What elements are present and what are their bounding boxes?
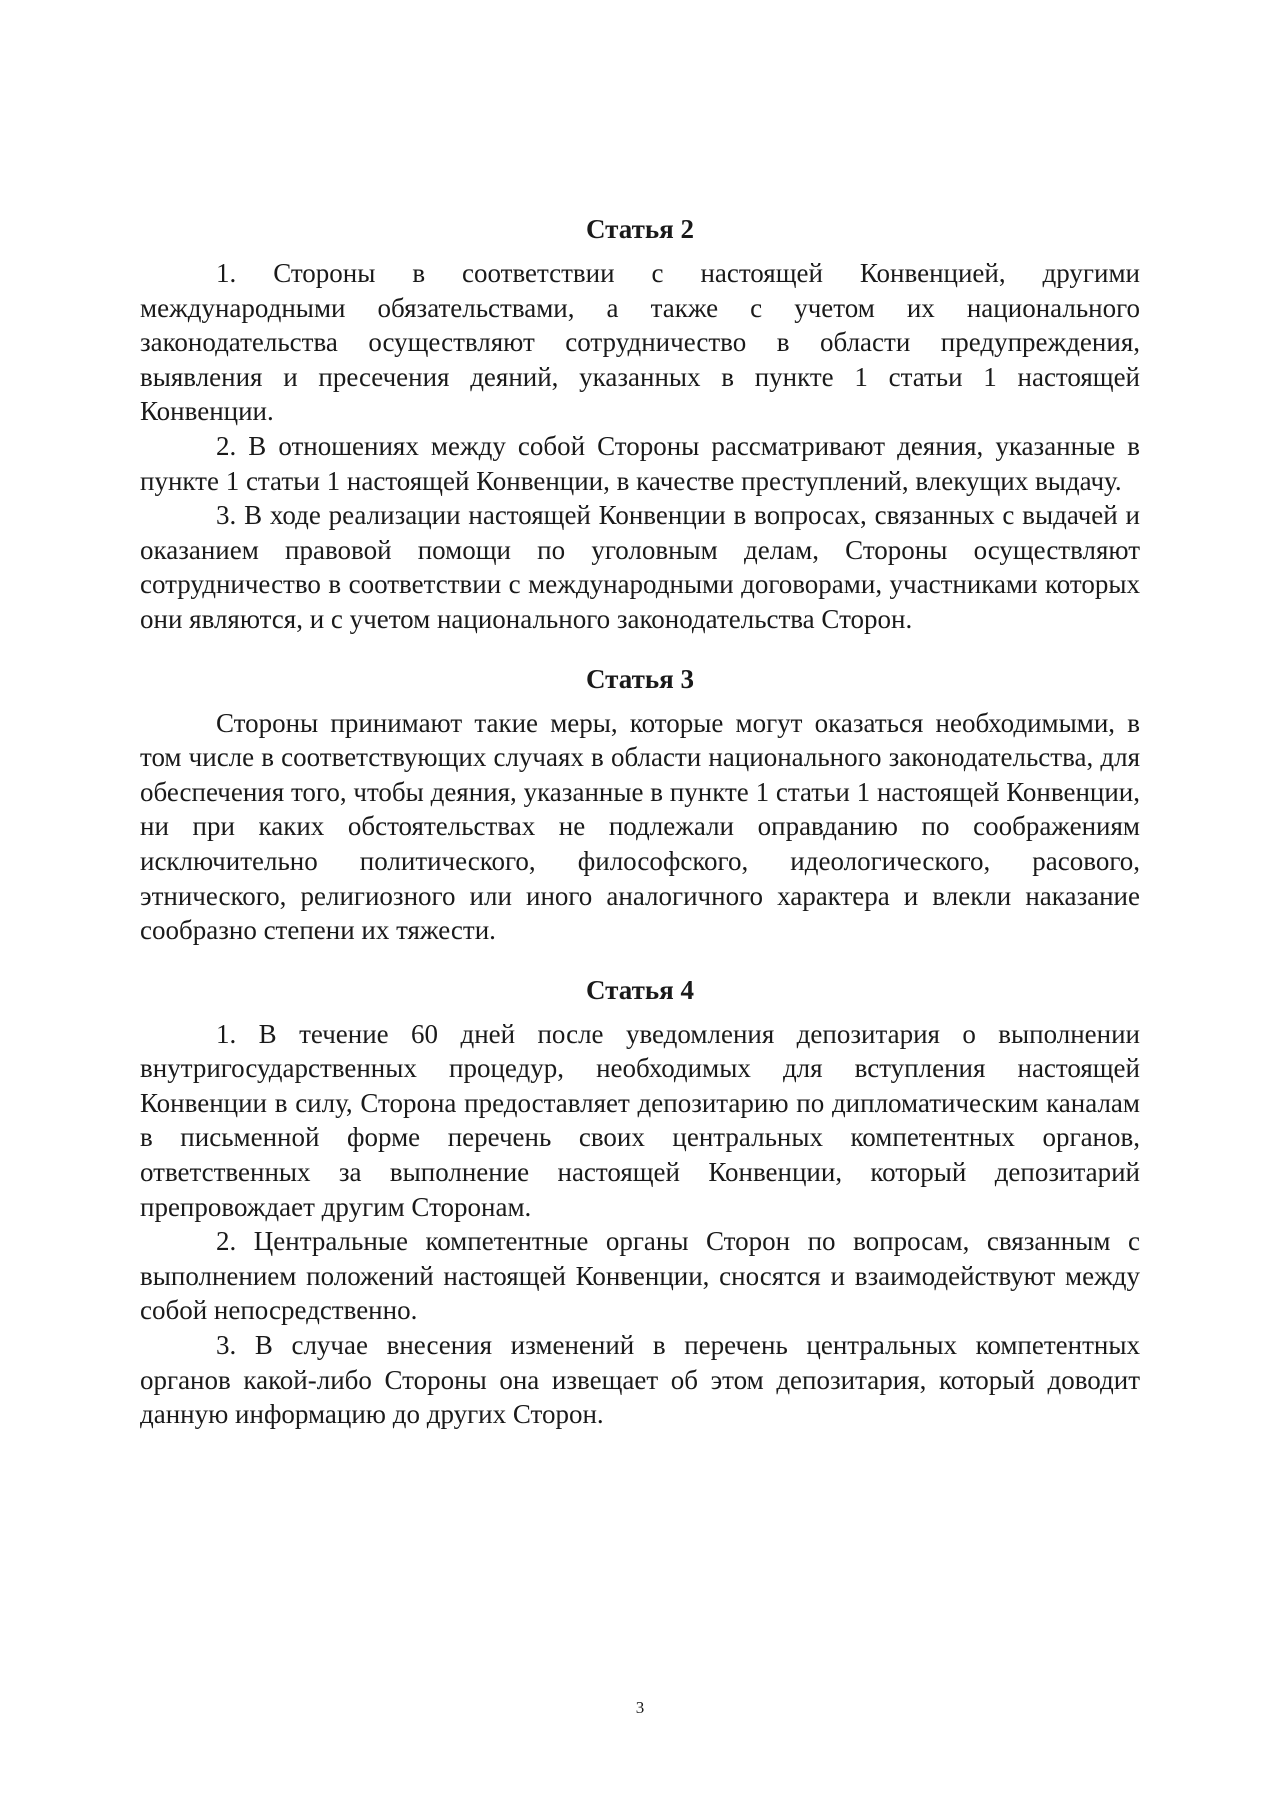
article-heading: Статья 2: [586, 214, 694, 244]
article-paragraph: 2. В отношениях между собой Стороны рассматривают деяния, указанные в пункте 1 статьи 1 настоящей Конвенции, в качестве преступлений, влекущих выдачу.: [140, 430, 1140, 496]
article-4: [140, 973, 1140, 1432]
article-heading: Статья 4: [586, 974, 694, 1005]
article-paragraph: Стороны принимают такие меры, которые могут оказаться необходимыми, в том числе в соответствующих случаях в области национального законодательства, для обеспечения того, чтобы деяния, указанные в пункте 1 статьи 1 настоящей Конвенции, ни при каких обстоятельствах не подлежали оправданию по соображениям исключительно политического, философского, идеологического, расового, этнического, религиозного или иного аналогичного характера и влекли наказание сообразно степени их тяжести.: [140, 707, 1140, 946]
article-paragraph: 3. В ходе реализации настоящей Конвенции в вопросах, связанных с выдачей и оказанием правовой помощи по уголовным делам, Стороны осуществляют сотрудничество в соответствии с международными договорами, участниками которых они являются, и с учетом национального законодательства Сторон.: [140, 500, 1140, 634]
article-paragraph: 3. В случае внесения изменений в перечень центральных компетентных органов какой-либо Стороны она извещает об этом депозитария, который доводит данную информацию до других Сторон.: [140, 1330, 1140, 1430]
article-heading: Статья 3: [586, 663, 694, 694]
article-paragraph: 1. В течение 60 дней после уведомления депозитария о выполнении внутригосударственных процедур, необходимых для вступления настоящей Конвенции в силу, Сторона предоставляет депозитарию по дипломатическим каналам в письменной форме перечень своих центральных компетентных органов, ответственных за выполнение настоящей Конвенции, который депозитарий препровождает другим Сторонам.: [140, 1018, 1140, 1222]
article-2: [140, 212, 1140, 637]
article-paragraph: 2. Центральные компетентные органы Сторон по вопросам, связанным с выполнением положений настоящей Конвенции, сносятся и взаимодействуют между собой непосредственно.: [140, 1226, 1140, 1326]
article-paragraph: 1. Стороны в соответствии с настоящей Конвенцией, другими международными обязательствами, а также с учетом их национального законодательства осуществляют сотрудничество в области предупреждения, выявления и пресечения деяний, указанных в пункте 1 статьи 1 настоящей Конвенции.: [140, 258, 1140, 427]
document-page: [140, 212, 1140, 1432]
page-number: 3: [635, 1698, 645, 1717]
article-3: [140, 662, 1140, 948]
